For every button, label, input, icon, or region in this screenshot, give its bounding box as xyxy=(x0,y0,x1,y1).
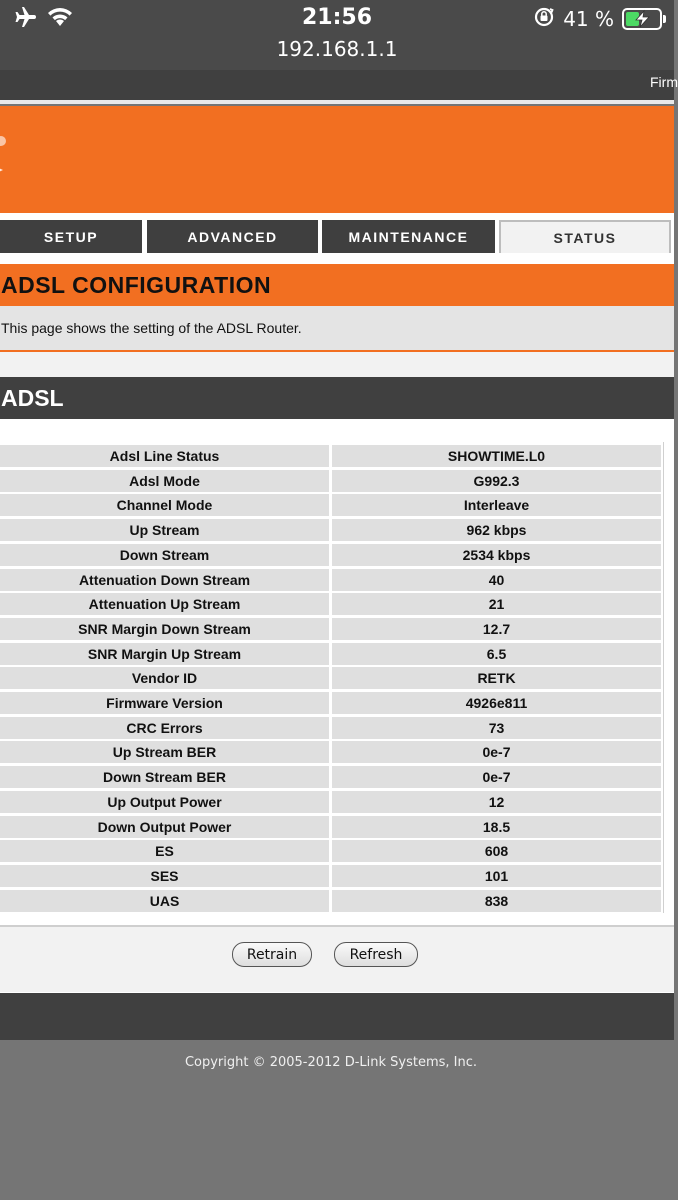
row-value: Interleave xyxy=(332,494,661,516)
row-label: CRC Errors xyxy=(0,717,329,739)
row-value: 40 xyxy=(332,569,661,591)
row-label: Attenuation Down Stream xyxy=(0,569,329,591)
row-label: Channel Mode xyxy=(0,494,329,516)
refresh-button[interactable]: Refresh xyxy=(334,942,418,967)
row-label: Adsl Line Status xyxy=(0,445,329,467)
table-row xyxy=(0,445,664,467)
row-value: RETK xyxy=(332,667,661,689)
row-value: 73 xyxy=(332,717,661,739)
row-label: Down Stream BER xyxy=(0,766,329,788)
table-row xyxy=(0,741,664,763)
retrain-button[interactable]: Retrain xyxy=(232,942,312,967)
row-label: Down Stream xyxy=(0,544,329,566)
table-row xyxy=(0,519,664,541)
row-label: Up Stream BER xyxy=(0,741,329,763)
row-label: Up Stream xyxy=(0,519,329,541)
row-value: 608 xyxy=(332,840,661,862)
page-description: This page shows the setting of the ADSL Router. xyxy=(0,306,674,350)
table-row xyxy=(0,791,664,813)
tab-status[interactable]: STATUS xyxy=(499,220,671,253)
header-divider xyxy=(0,100,674,104)
row-value: 0e-7 xyxy=(332,766,661,788)
table-row xyxy=(0,643,664,665)
table-row xyxy=(0,494,664,516)
row-value: SHOWTIME.L0 xyxy=(332,445,661,467)
footer-band xyxy=(0,993,674,1040)
clock: 21:56 xyxy=(301,5,373,30)
row-label: UAS xyxy=(0,890,329,912)
table-row xyxy=(0,865,664,887)
table-row xyxy=(0,692,664,714)
row-value: 6.5 xyxy=(332,643,661,665)
logo-arrow-icon xyxy=(0,166,3,174)
table-row xyxy=(0,593,664,615)
status-bar xyxy=(0,0,674,70)
row-value: 18.5 xyxy=(332,816,661,838)
orientation-lock-icon xyxy=(533,6,555,33)
row-value: 12.7 xyxy=(332,618,661,640)
table-row xyxy=(0,667,664,689)
row-value: 0e-7 xyxy=(332,741,661,763)
tab-setup[interactable]: SETUP xyxy=(0,220,142,253)
description-spacer xyxy=(0,352,674,377)
row-label: Adsl Mode xyxy=(0,470,329,492)
row-label: Down Output Power xyxy=(0,816,329,838)
row-value: 12 xyxy=(332,791,661,813)
row-label: Attenuation Up Stream xyxy=(0,593,329,615)
battery-percentage: 41 % xyxy=(563,7,614,31)
row-value: 21 xyxy=(332,593,661,615)
row-value: 2534 kbps xyxy=(332,544,661,566)
table-row xyxy=(0,840,664,862)
battery-charging-icon xyxy=(622,8,662,30)
row-value: 838 xyxy=(332,890,661,912)
tab-maintenance[interactable]: MAINTENANCE xyxy=(322,220,495,253)
row-label: SNR Margin Up Stream xyxy=(0,643,329,665)
address-bar-url[interactable]: 192.168.1.1 xyxy=(276,37,398,61)
table-row xyxy=(0,816,664,838)
brand-banner xyxy=(0,106,674,213)
router-top-band xyxy=(0,70,674,100)
copyright-text: Copyright © 2005-2012 D-Link Systems, Inc. xyxy=(184,1055,478,1070)
table-row xyxy=(0,470,664,492)
row-label: ES xyxy=(0,840,329,862)
row-label: Up Output Power xyxy=(0,791,329,813)
firmware-label: Firm xyxy=(650,74,678,90)
page-title: ADSL CONFIGURATION xyxy=(0,264,674,306)
tab-advanced[interactable]: ADVANCED xyxy=(147,220,318,253)
row-label: Vendor ID xyxy=(0,667,329,689)
table-row xyxy=(0,766,664,788)
row-label: SNR Margin Down Stream xyxy=(0,618,329,640)
row-value: 101 xyxy=(332,865,661,887)
table-row xyxy=(0,890,664,912)
table-row xyxy=(0,569,664,591)
row-value: 4926e811 xyxy=(332,692,661,714)
table-row xyxy=(0,717,664,739)
row-label: SES xyxy=(0,865,329,887)
status-bar-right xyxy=(533,6,662,32)
adsl-status-table xyxy=(0,442,664,913)
table-row xyxy=(0,618,664,640)
row-value: G992.3 xyxy=(332,470,661,492)
section-header-adsl: ADSL xyxy=(0,377,674,419)
row-label: Firmware Version xyxy=(0,692,329,714)
row-value: 962 kbps xyxy=(332,519,661,541)
table-row xyxy=(0,544,664,566)
